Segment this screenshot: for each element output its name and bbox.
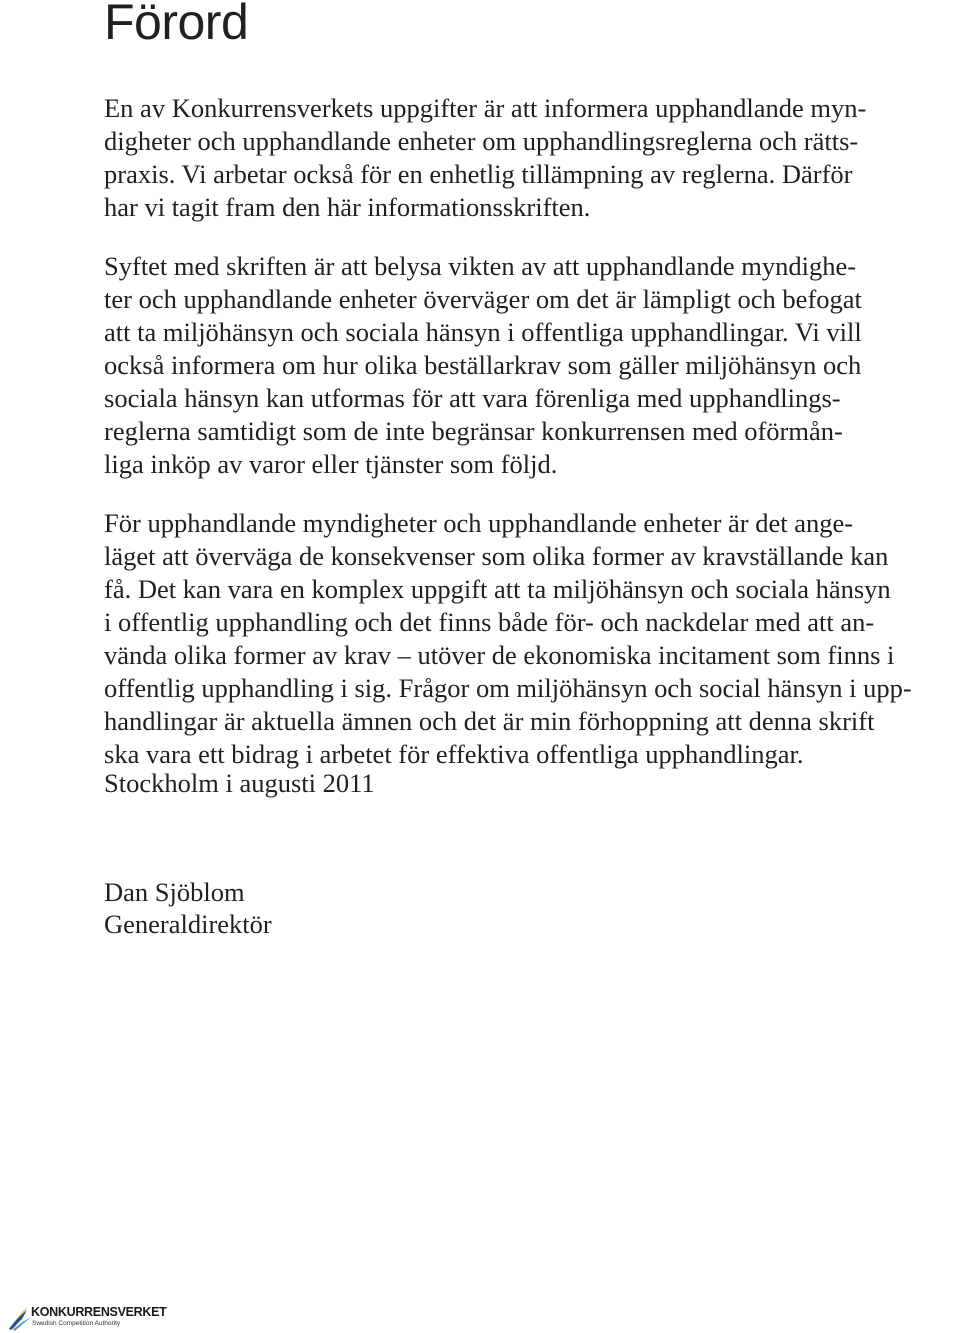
paragraph-1: [104, 92, 956, 224]
text-line: reglerna samtidigt som de inte begränsar konkurrensen med oförmån-: [104, 416, 843, 446]
text-line: också informera om hur olika beställarkrav som gäller miljöhänsyn och: [104, 350, 862, 380]
text-line: praxis. Vi arbetar också för en enhetlig tillämpning av reglerna. Därför: [104, 159, 853, 189]
logo-subtitle: Swedish Competition Authority: [32, 1320, 121, 1327]
text-line: sociala hänsyn kan utformas för att vara förenliga med upphandlings-: [104, 383, 841, 413]
konkurrensverket-logo: [8, 1298, 178, 1332]
paragraph-2: [104, 250, 956, 481]
text-line: För upphandlande myndigheter och upphandlande enheter är det ange-: [104, 508, 854, 538]
text-line: att ta miljöhänsyn och sociala hänsyn i offentliga upphandlingar. Vi vill: [104, 317, 862, 347]
text-line: vända olika former av krav – utöver de ekonomiska incitament som finns i: [104, 640, 895, 670]
signatory-name: Dan Sjöblom: [104, 877, 245, 907]
text-line: liga inköp av varor eller tjänster som följd.: [104, 449, 558, 479]
text-line: i offentlig upphandling och det finns både för- och nackdelar med att an-: [104, 607, 875, 637]
paragraph-3: [104, 507, 956, 771]
logo-wordmark: KONKURRENSVERKET: [31, 1305, 167, 1319]
text-line: handlingar är aktuella ämnen och det är min förhoppning att denna skrift: [104, 706, 875, 736]
text-line: ter och upphandlande enheter överväger om det är lämpligt och befogat: [104, 284, 862, 314]
text-line: få. Det kan vara en komplex uppgift att ta miljöhänsyn och sociala hänsyn: [104, 574, 891, 604]
signatory-role: Generaldirektör: [104, 909, 272, 939]
text-line: läget att överväga de konsekvenser som olika former av kravställande kan: [104, 541, 889, 571]
logo-swoosh-icon: [8, 1298, 32, 1332]
place-date: Stockholm i augusti 2011: [104, 768, 375, 798]
page-title: Förord: [104, 0, 249, 50]
text-line: offentlig upphandling i sig. Frågor om miljöhänsyn och social hänsyn i upp-: [104, 673, 912, 703]
text-line: ska vara ett bidrag i arbetet för effektiva offentliga upphandlingar.: [104, 739, 804, 769]
foreword-body: [104, 92, 956, 797]
text-line: digheter och upphandlande enheter om upphandlingsreglerna och rätts-: [104, 126, 859, 156]
text-line: En av Konkurrensverkets uppgifter är att informera upphandlande myn-: [104, 93, 867, 123]
text-line: har vi tagit fram den här informationsskriften.: [104, 192, 591, 222]
text-line: Syftet med skriften är att belysa vikten av att upphandlande myndighe-: [104, 251, 857, 281]
